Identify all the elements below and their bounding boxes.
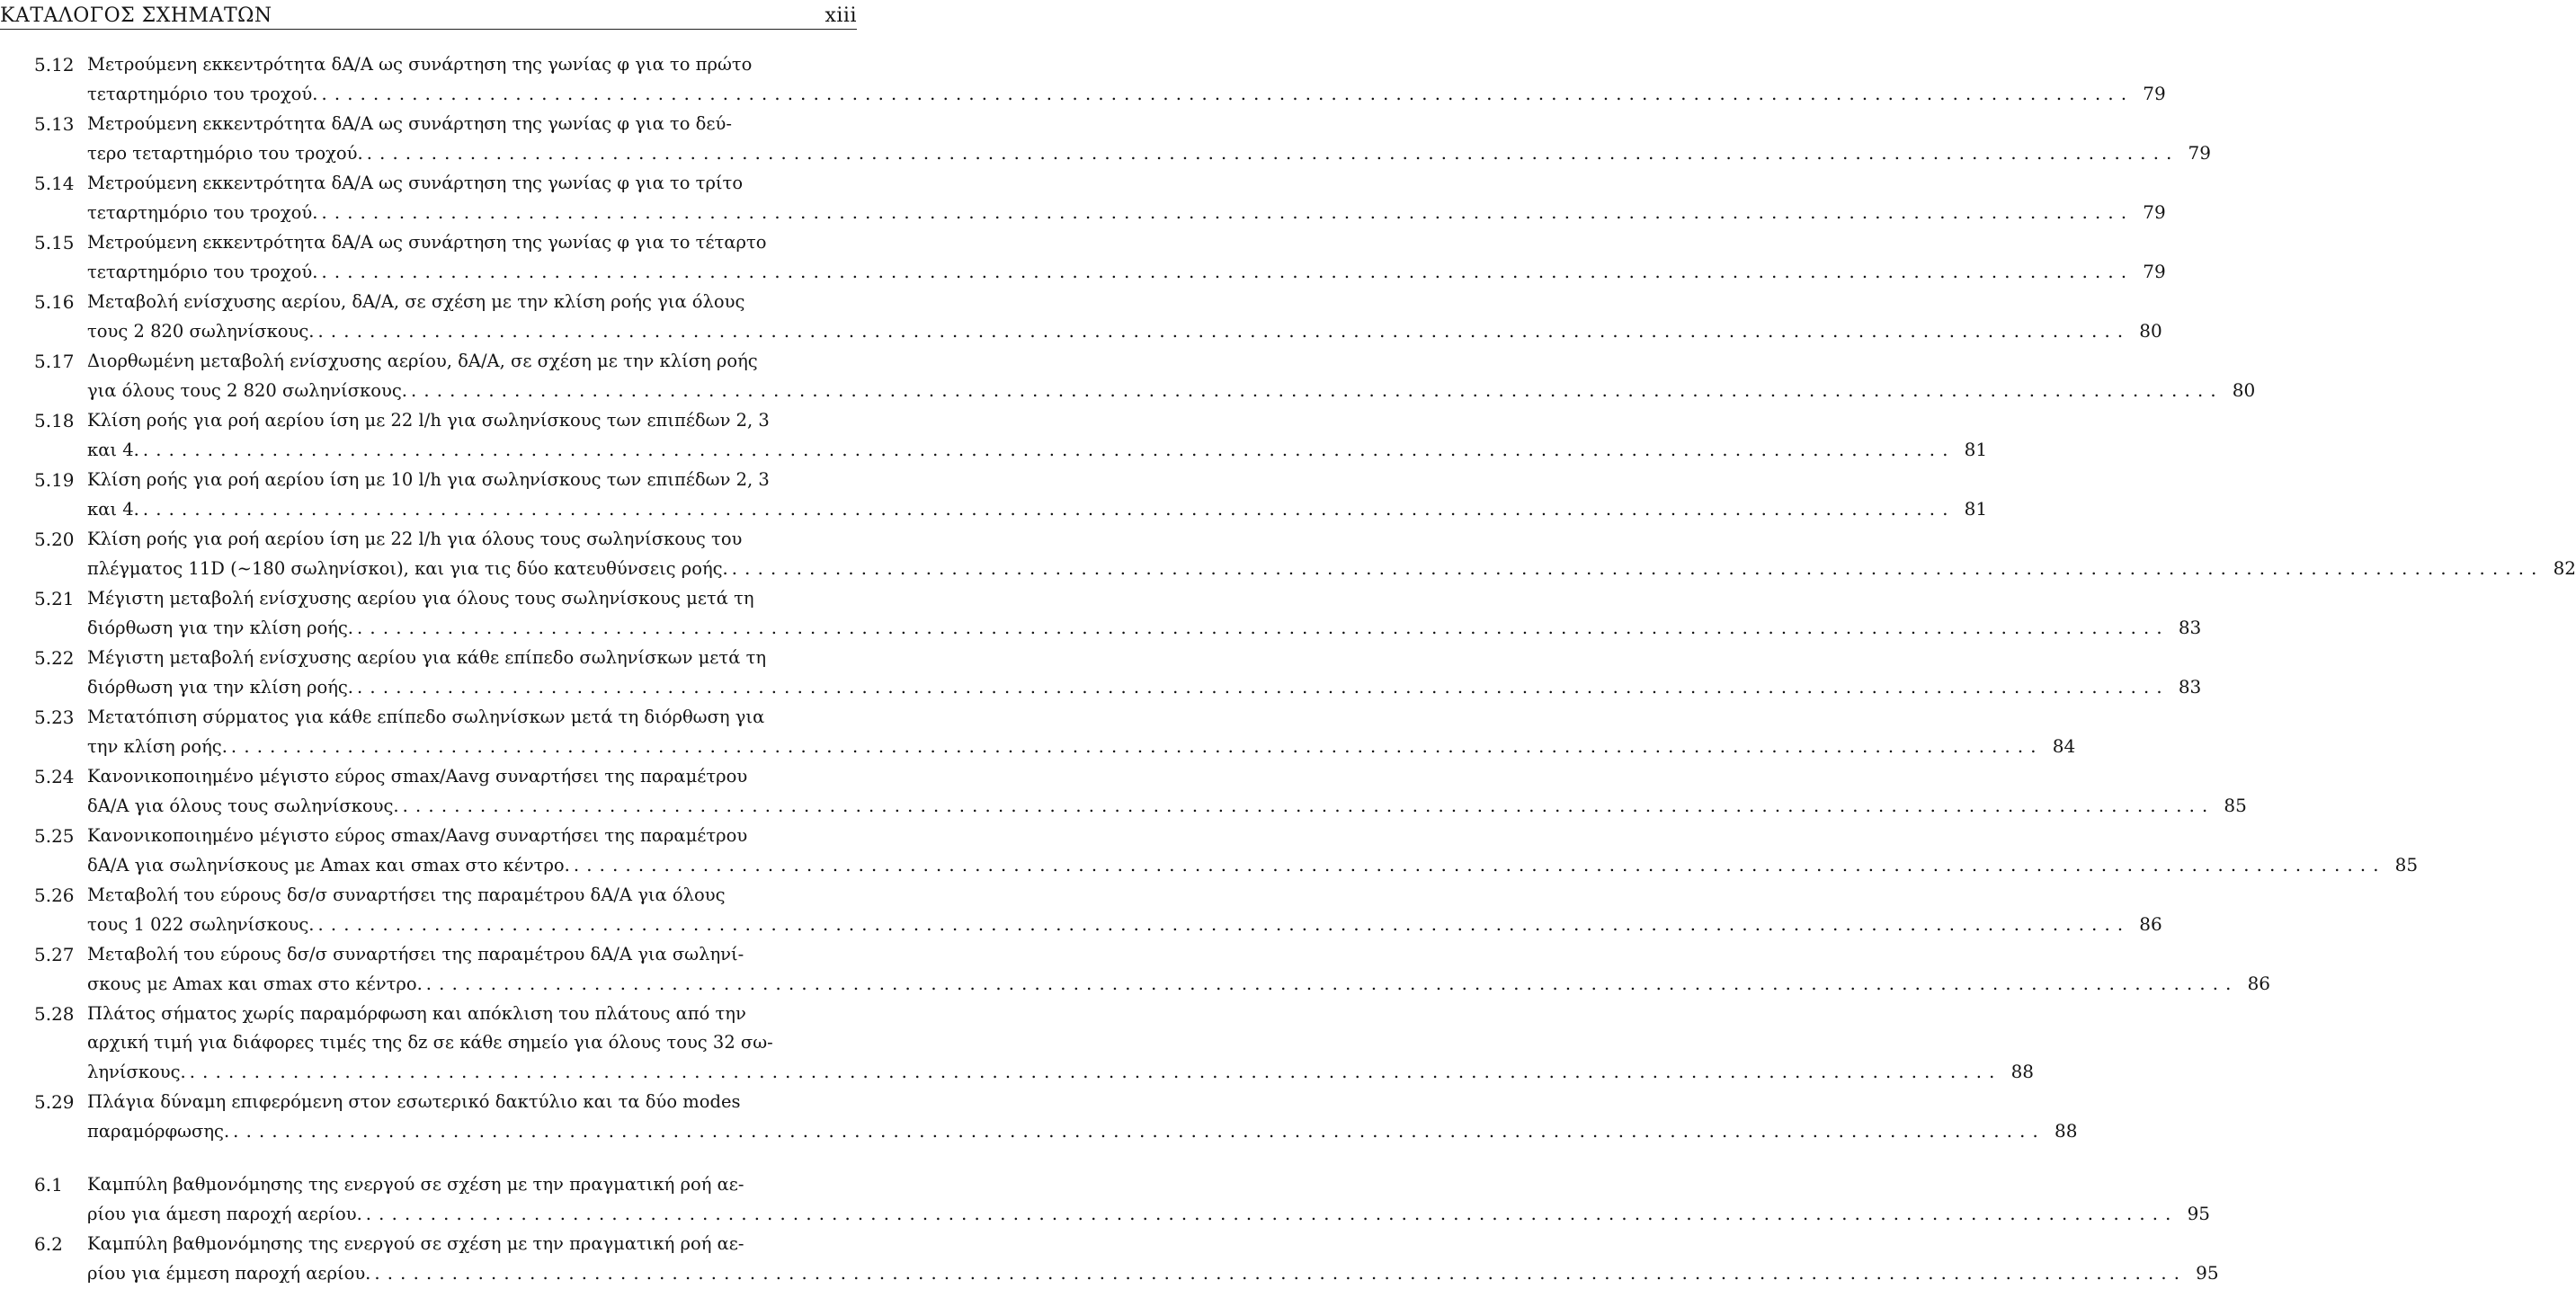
figure-number: 5.13 [34, 113, 75, 135]
caption-last-line [87, 1057, 2035, 1086]
caption-last-line [87, 613, 2202, 642]
figure-entry[interactable] [0, 1230, 2219, 1287]
figure-number: 5.26 [34, 885, 75, 906]
figure-caption [87, 1088, 2078, 1145]
figure-entry[interactable] [0, 1088, 2078, 1145]
dot-leader: ............................................................................................................................................ [233, 1121, 2046, 1142]
figure-number: 5.15 [34, 232, 75, 253]
figure-number: 5.23 [34, 707, 75, 728]
figure-entry[interactable] [0, 1000, 2035, 1086]
caption-line: ληνίσκους. [87, 1062, 186, 1082]
header-title: ΚΑΤΑΛΟΓΟΣ ΣΧΗΜΑΤΩΝ [0, 4, 272, 27]
figure-entry[interactable] [0, 525, 2576, 582]
figure-entry[interactable] [0, 1170, 2211, 1228]
dot-leader: ............................................................................................................................................ [317, 321, 2131, 342]
caption-last-line [87, 79, 2166, 108]
page-reference[interactable]: 80 [2232, 379, 2256, 401]
figure-entry[interactable] [0, 169, 2166, 227]
page-reference[interactable]: 86 [2247, 973, 2271, 994]
figure-caption [87, 466, 1988, 523]
figure-number: 5.25 [34, 825, 75, 847]
dot-leader: ............................................................................................................................................ [321, 202, 2135, 223]
figure-caption [87, 644, 2202, 701]
caption-last-line [87, 316, 2162, 345]
caption-last-line [87, 257, 2166, 286]
caption-line: Κλίση ροής για ροή αερίου ίση με 22 l/h για σωληνίσκους των επιπέδων 2, 3 [87, 410, 770, 431]
caption-line: παραμόρφωσης. [87, 1121, 230, 1142]
figure-number: 5.28 [34, 1003, 75, 1025]
caption-line: Κλίση ροής για ροή αερίου ίση με 10 l/h για σωληνίσκους των επιπέδων 2, 3 [87, 469, 770, 490]
page-reference[interactable]: 88 [2010, 1061, 2035, 1082]
figure-number: 5.21 [34, 588, 75, 609]
caption-last-line [87, 494, 1988, 523]
dot-leader: ............................................................................................................................................ [142, 440, 1956, 460]
dot-leader: ............................................................................................................................................ [357, 618, 2170, 638]
caption-line: Καμπύλη βαθμονόμησης της ενεργού σε σχέση με την πραγματική ροή αε- [87, 1233, 744, 1254]
figure-number: 5.20 [34, 529, 75, 550]
figure-caption [87, 525, 2576, 582]
caption-line: τους 2 820 σωληνίσκους. [87, 321, 315, 342]
page-reference[interactable]: 83 [2178, 676, 2202, 698]
caption-line: τεταρτημόριο του τροχού. [87, 262, 318, 282]
header-page-number: xiii [824, 4, 857, 27]
page-reference[interactable]: 85 [2394, 854, 2419, 876]
figure-caption [87, 110, 2211, 167]
caption-line: Κανονικοποιημένο μέγιστο εύρος σmax/Aavg συναρτήσει της παραμέτρου [87, 825, 748, 846]
figure-number: 5.27 [34, 944, 75, 965]
page-reference[interactable]: 82 [2553, 557, 2576, 579]
figure-caption [87, 762, 2247, 820]
running-header [0, 0, 857, 27]
figure-caption [87, 288, 2162, 345]
caption-last-line [87, 850, 2419, 879]
caption-line: ρίου για άμεση παροχή αερίου. [87, 1204, 362, 1224]
caption-last-line [87, 1258, 2219, 1287]
figure-caption [87, 169, 2166, 227]
page-reference[interactable]: 84 [2052, 735, 2076, 757]
figure-entry[interactable] [0, 406, 1988, 464]
page-reference[interactable]: 81 [1964, 498, 1988, 520]
caption-last-line [87, 554, 2576, 582]
figure-caption [87, 703, 2076, 760]
figure-entry[interactable] [0, 466, 1988, 523]
figure-number: 6.2 [34, 1233, 63, 1255]
caption-line: δA/A για σωληνίσκους με Amax και σmax στο κέντρο. [87, 855, 570, 876]
caption-line: και 4. [87, 499, 139, 520]
list-of-figures [0, 50, 2576, 1289]
figure-number: 5.29 [34, 1091, 75, 1113]
caption-last-line [87, 969, 2271, 998]
page-reference[interactable]: 85 [2224, 795, 2247, 816]
figure-caption [87, 1230, 2219, 1287]
figure-caption [87, 406, 1988, 464]
figure-caption [87, 228, 2166, 286]
figure-entry[interactable] [0, 228, 2166, 286]
figure-entry[interactable] [0, 110, 2211, 167]
figure-entry[interactable] [0, 822, 2419, 879]
header-rule [0, 29, 857, 30]
caption-line: Πλάγια δύναμη επιφερόμενη στον εσωτερικό δακτύλιο και τα δύο modes [87, 1091, 741, 1112]
caption-last-line [87, 435, 1988, 464]
caption-last-line [87, 910, 2162, 938]
caption-last-line [87, 138, 2211, 167]
dot-leader: ............................................................................................................................................ [142, 499, 1956, 520]
figure-caption [87, 50, 2166, 108]
caption-line: Καμπύλη βαθμονόμησης της ενεργού σε σχέση με την πραγματική ροή αε- [87, 1174, 744, 1195]
dot-leader: ............................................................................................................................................ [321, 84, 2135, 104]
dot-leader: ............................................................................................................................................ [374, 1263, 2188, 1284]
figure-number: 5.14 [34, 173, 75, 194]
figure-number: 5.19 [34, 469, 75, 491]
page-reference[interactable]: 95 [2196, 1262, 2219, 1284]
caption-line: τερο τεταρτημόριο του τροχού. [87, 143, 363, 164]
figure-entry[interactable] [0, 584, 2202, 642]
figure-caption [87, 822, 2419, 879]
caption-line: Μεταβολή του εύρους δσ/σ συναρτήσει της παραμέτρου δA/A για σωληνί- [87, 944, 744, 965]
caption-line: τεταρτημόριο του τροχού. [87, 84, 318, 104]
caption-line: Μεταβολή του εύρους δσ/σ συναρτήσει της παραμέτρου δA/A για όλους [87, 885, 726, 905]
caption-line: Μετρούμενη εκκεντρότητα δA/A ως συνάρτηση της γωνίας φ για το τέταρτο [87, 232, 767, 253]
caption-line: Μέγιστη μεταβολή ενίσχυσης αερίου για όλους τους σωληνίσκους μετά τη [87, 588, 754, 609]
figure-entry[interactable] [0, 347, 2256, 404]
figure-number: 5.12 [34, 54, 75, 76]
figure-number: 6.1 [34, 1174, 63, 1196]
caption-line: Μετατόπιση σύρματος για κάθε επίπεδο σωληνίσκων μετά τη διόρθωση για [87, 707, 765, 727]
figure-number: 5.18 [34, 410, 75, 431]
page-reference[interactable]: 88 [2054, 1120, 2078, 1142]
page-reference[interactable]: 79 [2143, 261, 2166, 282]
caption-line: Διορθωμένη μεταβολή ενίσχυσης αερίου, δA/A, σε σχέση με την κλίση ροής [87, 351, 758, 371]
caption-line: τεταρτημόριο του τροχού. [87, 202, 318, 223]
caption-last-line [87, 1199, 2211, 1228]
dot-leader: ............................................................................................................................................ [425, 973, 2239, 994]
caption-line: ρίου για έμμεση παροχή αερίου. [87, 1263, 371, 1284]
figure-caption [87, 584, 2202, 642]
figure-caption [87, 1170, 2211, 1228]
caption-last-line [87, 198, 2166, 227]
dot-leader: ............................................................................................................................................ [366, 143, 2179, 164]
caption-line: δA/A για όλους τους σωληνίσκους. [87, 796, 399, 816]
figure-caption [87, 347, 2256, 404]
dot-leader: ............................................................................................................................................ [317, 914, 2131, 935]
dot-leader: ............................................................................................................................................ [573, 855, 2386, 876]
caption-line: αρχική τιμή για διάφορες τιμές της δz σε κάθε σημείο για όλους τους 32 σω- [87, 1032, 773, 1053]
caption-last-line [87, 672, 2202, 701]
figure-number: 5.16 [34, 291, 75, 313]
dot-leader: ............................................................................................................................................ [731, 558, 2545, 579]
caption-line: την κλίση ροής. [87, 736, 227, 757]
caption-line: Κλίση ροής για ροή αερίου ίση με 22 l/h για όλους τους σωληνίσκους του [87, 529, 743, 549]
figure-caption [87, 1000, 2035, 1086]
caption-line: Μετρούμενη εκκεντρότητα δA/A ως συνάρτηση της γωνίας φ για το δεύ- [87, 113, 732, 134]
figure-entry[interactable] [0, 762, 2247, 820]
caption-line: Μετρούμενη εκκεντρότητα δA/A ως συνάρτηση της γωνίας φ για το πρώτο [87, 54, 753, 75]
figure-entry[interactable] [0, 940, 2271, 998]
figure-number: 5.17 [34, 351, 75, 372]
page-reference[interactable]: 81 [1964, 439, 1988, 460]
page-reference[interactable]: 83 [2178, 617, 2202, 638]
caption-line: διόρθωση για την κλίση ροής. [87, 677, 354, 698]
dot-leader: ............................................................................................................................................ [402, 796, 2215, 816]
caption-last-line [87, 732, 2076, 760]
caption-line: τους 1 022 σωληνίσκους. [87, 914, 315, 935]
page-reference[interactable]: 79 [2143, 83, 2166, 104]
dot-leader: ............................................................................................................................................ [410, 380, 2224, 401]
caption-line: Μεταβολή ενίσχυσης αερίου, δA/A, σε σχέση με την κλίση ροής για όλους [87, 291, 745, 312]
dot-leader: ............................................................................................................................................ [230, 736, 2044, 757]
figure-entry[interactable] [0, 644, 2202, 701]
figure-entry[interactable] [0, 50, 2166, 108]
caption-line: σκους με Amax και σmax στο κέντρο. [87, 973, 423, 994]
figure-number: 5.22 [34, 647, 75, 669]
page-reference[interactable]: 80 [2139, 320, 2162, 342]
figure-caption [87, 940, 2271, 998]
figure-entry[interactable] [0, 703, 2076, 760]
caption-last-line [87, 1116, 2078, 1145]
caption-line: πλέγματος 11D (∼180 σωληνίσκοι), και για τις δύο κατευθύνσεις ροής. [87, 558, 728, 579]
caption-line: Μέγιστη μεταβολή ενίσχυσης αερίου για κάθε επίπεδο σωληνίσκων μετά τη [87, 647, 767, 668]
dot-leader: ............................................................................................................................................ [365, 1204, 2179, 1224]
figure-number: 5.24 [34, 766, 75, 787]
caption-line: Κανονικοποιημένο μέγιστο εύρος σmax/Aavg συναρτήσει της παραμέτρου [87, 766, 748, 787]
caption-line: Μετρούμενη εκκεντρότητα δA/A ως συνάρτηση της γωνίας φ για το τρίτο [87, 173, 744, 193]
caption-line: Πλάτος σήματος χωρίς παραμόρφωση και απόκλιση του πλάτους από την [87, 1003, 746, 1024]
caption-line: και 4. [87, 440, 139, 460]
caption-last-line [87, 376, 2256, 404]
page-reference[interactable]: 95 [2187, 1203, 2211, 1224]
caption-last-line [87, 791, 2247, 820]
dot-leader: ............................................................................................................................................ [189, 1062, 2002, 1082]
caption-line: διόρθωση για την κλίση ροής. [87, 618, 354, 638]
page-reference[interactable]: 79 [2188, 142, 2211, 164]
figure-entry[interactable] [0, 288, 2162, 345]
figure-entry[interactable] [0, 881, 2162, 938]
dot-leader: ............................................................................................................................................ [357, 677, 2170, 698]
caption-line: για όλους τους 2 820 σωληνίσκους. [87, 380, 407, 401]
dot-leader: ............................................................................................................................................ [321, 262, 2135, 282]
page-reference[interactable]: 86 [2139, 913, 2162, 935]
figure-caption [87, 881, 2162, 938]
page-reference[interactable]: 79 [2143, 201, 2166, 223]
